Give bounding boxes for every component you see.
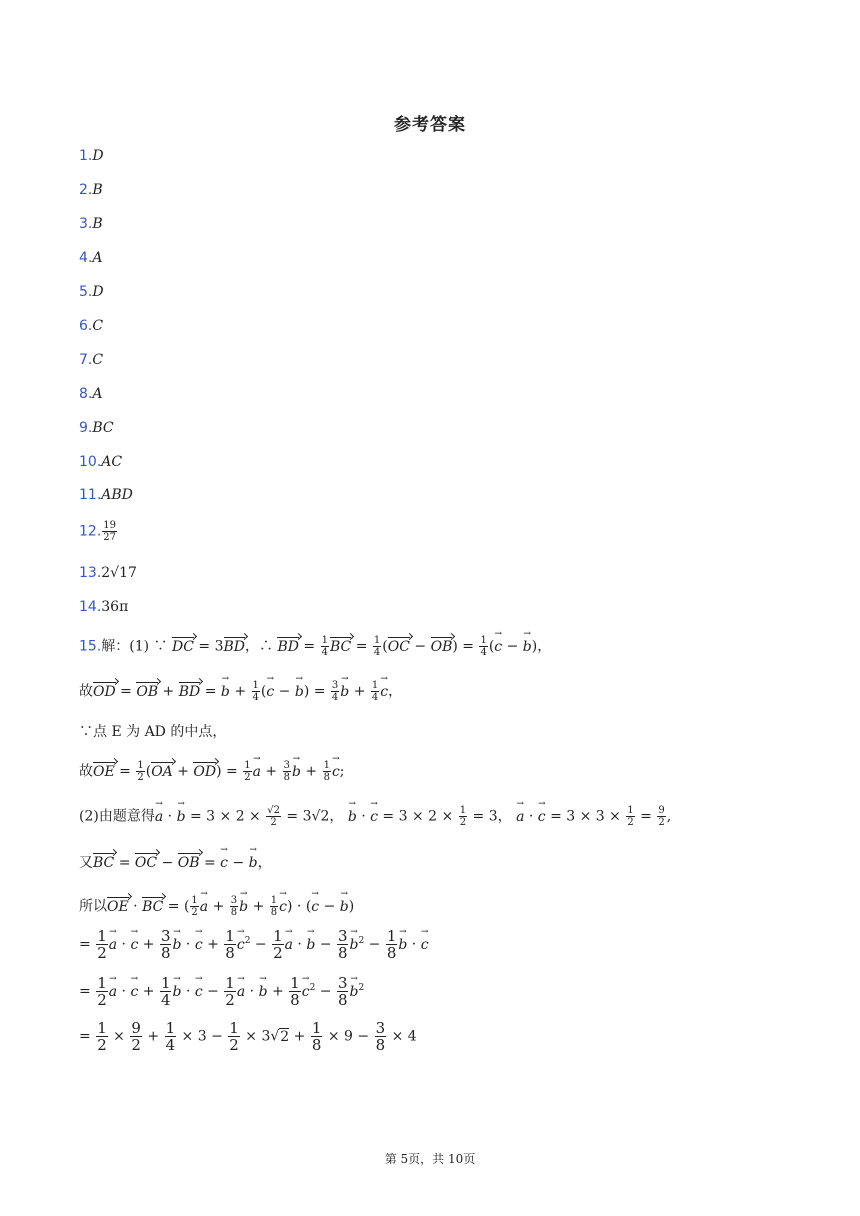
answer-item: 3.B: [79, 216, 103, 232]
answer-item: 14.36π: [79, 599, 129, 615]
page-title: 参考答案: [394, 115, 466, 135]
page-footer: 第 5页，共 10页: [384, 1152, 476, 1166]
solution-line-8: = $\frac{1}{2}$ a → · c → + $\frac{3}{8}$ b → · c → + $\frac{1}{8}$ c →$^2$ − $\frac{1}{2}$ a → · b → − $\frac{3}{8}$ b →$^2$ − $\frac{1}{8}$ b → · c →: [79, 928, 429, 961]
solution-line-2: 故OD = OB + BD = b → + $\frac{1}{4}$ (c → − b →) = $\frac{3}{4}$ b → + $\frac{1}{4}$ c →，: [79, 680, 402, 703]
answer-item: 9.BC: [79, 420, 114, 436]
answer-item: 4.A: [79, 250, 103, 266]
answer-item: 13.2√17: [79, 565, 137, 581]
answer-item: 10.AC: [79, 454, 123, 470]
answer-item: 1.D: [79, 148, 104, 164]
answer-item: 2.B: [79, 182, 103, 198]
answer-item: 12. $\frac{19}{27}$: [79, 520, 116, 543]
solution-line-5: (2)由题意得a → · b → = 3 × 2 × $\frac{√2}{2}$ = 3√2， b → · c → = 3 × 2 × $\frac{1}{2}$ = 3， a → · c → = 3 × 3 × $\frac{1}{2}$ = $\frac{9}{2}$ ,: [79, 805, 671, 828]
answer-item: 6.C: [79, 318, 104, 334]
solution-line-3: ∵点 E 为 AD 的中点，: [79, 724, 227, 740]
answer-item: 8.A: [79, 386, 103, 402]
solution-line-7: 所以OE · BC = ( $\frac{1}{2}$ a → + $\frac{3}{8}$ b → + $\frac{1}{8}$ c →) · (c → − b →): [79, 895, 354, 918]
answer-item: 11.ABD: [79, 487, 133, 503]
solution-line-6: 又BC = OC − OB = c → − b →，: [79, 852, 272, 872]
solution-line-9: = $\frac{1}{2}$ a → · c → + $\frac{1}{4}$ b → · c → − $\frac{1}{2}$ a → · b → + $\frac{1}{8}$ c →$^2$ − $\frac{3}{8}$ b →$^2$: [79, 975, 364, 1008]
answer-item: 7.C: [79, 352, 104, 368]
solution-line-4: 故OE = $\frac{1}{2}$ (OA + OD) = $\frac{1}{2}$ a → + $\frac{3}{8}$ b → + $\frac{1}{8}$ c →;: [79, 760, 345, 783]
answer-item: 5.D: [79, 284, 104, 300]
solution-line-1: 15.解：(1) ∵ DC = 3BD，∴ BD = $\frac{1}{4}$ BC = $\frac{1}{4}$ (OC − OB) = $\frac{1}{4}$ (c → − b →)，: [79, 635, 551, 658]
solution-line-10: = $\frac{1}{2}$ × $\frac{9}{2}$ + $\frac{1}{4}$ × 3 − $\frac{1}{2}$ × 3√2 + $\frac{1}{8}$ × 9 − $\frac{3}{8}$ × 4: [79, 1019, 417, 1054]
